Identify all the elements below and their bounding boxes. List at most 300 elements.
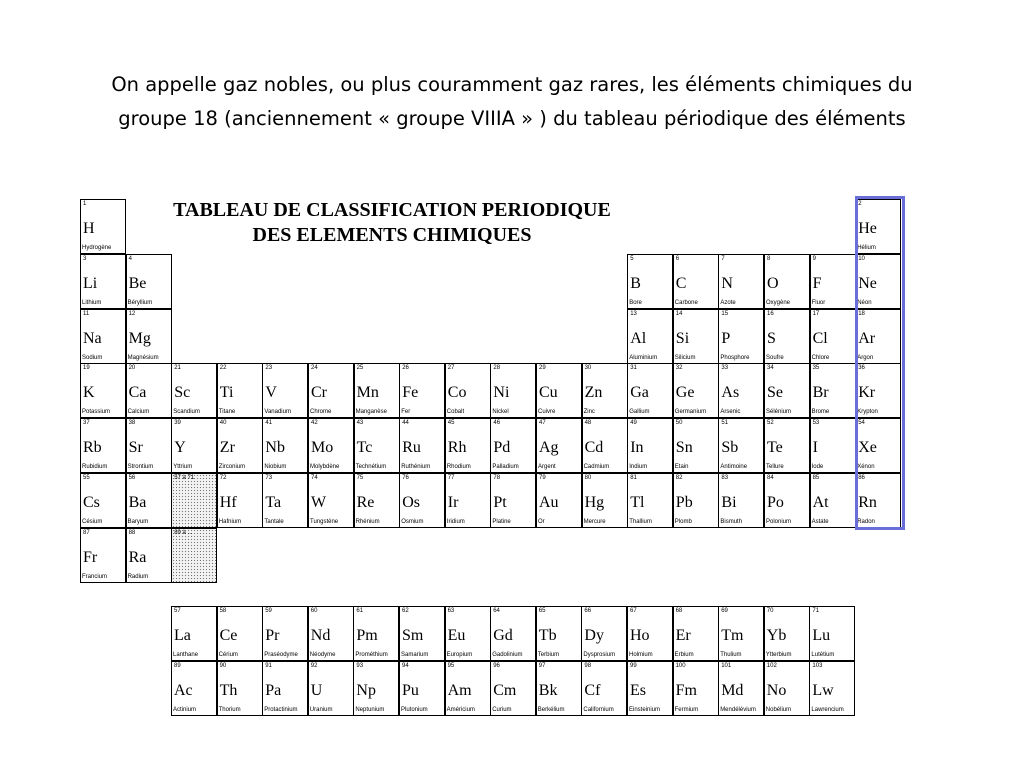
element-name: Yttrium bbox=[173, 464, 193, 471]
element-name: Uranium bbox=[309, 707, 333, 713]
atomic-number: 36 bbox=[858, 365, 865, 372]
element-cell-ar bbox=[855, 309, 901, 364]
element-name: Etain bbox=[674, 464, 689, 471]
element-cell-rb bbox=[80, 418, 126, 473]
atomic-number: 2 bbox=[858, 201, 862, 207]
element-name: Néon bbox=[857, 299, 872, 306]
element-name: Strontium bbox=[127, 464, 154, 471]
element-cell-at bbox=[810, 473, 856, 528]
element-cell-li bbox=[80, 254, 126, 309]
element-cell-ce bbox=[217, 606, 263, 661]
atomic-number: 11 bbox=[83, 310, 90, 317]
element-symbol: Ti bbox=[219, 384, 234, 402]
element-cell-k bbox=[80, 363, 126, 418]
element-cell-os bbox=[399, 473, 445, 528]
element-cell-u bbox=[308, 661, 354, 716]
element-name: Lanthane bbox=[173, 652, 199, 658]
element-cell-ni bbox=[490, 363, 536, 418]
element-name: Ruthénium bbox=[401, 464, 431, 471]
element-symbol: Pd bbox=[493, 439, 511, 457]
element-symbol: Np bbox=[356, 682, 376, 699]
element-symbol: Sr bbox=[128, 439, 143, 457]
atomic-number: 22 bbox=[219, 365, 227, 372]
element-name: Nickel bbox=[492, 409, 509, 416]
element-name: Berkélium bbox=[537, 707, 565, 713]
element-cell-am bbox=[445, 661, 491, 716]
element-cell-cl bbox=[810, 309, 856, 364]
element-name: Lutétium bbox=[811, 652, 835, 658]
element-symbol: Ra bbox=[128, 548, 147, 566]
element-name: Azote bbox=[720, 299, 736, 306]
atomic-number: 79 bbox=[539, 475, 546, 481]
element-symbol: Hf bbox=[219, 494, 237, 511]
element-name: Rubidium bbox=[82, 464, 108, 471]
element-cell-yb bbox=[764, 606, 810, 661]
atomic-number: 39 bbox=[174, 420, 181, 427]
atomic-number: 59 bbox=[265, 608, 272, 614]
element-symbol: Rb bbox=[83, 439, 102, 457]
element-cell-pb bbox=[673, 473, 719, 528]
element-cell-br bbox=[810, 363, 856, 418]
element-name: Hélium bbox=[857, 245, 876, 251]
element-name: Holmium bbox=[629, 652, 653, 658]
element-cell-no bbox=[764, 661, 810, 716]
element-symbol: Ru bbox=[402, 439, 421, 457]
element-name: Oxygène bbox=[766, 299, 791, 306]
element-name: Brome bbox=[811, 409, 830, 416]
element-symbol: Fm bbox=[675, 682, 697, 699]
element-cell-er bbox=[673, 606, 719, 661]
element-symbol: Ne bbox=[858, 274, 877, 292]
element-symbol: At bbox=[812, 494, 829, 511]
element-symbol: Mn bbox=[356, 384, 379, 402]
element-symbol: Tl bbox=[630, 494, 645, 511]
element-name: Chlore bbox=[811, 354, 830, 361]
element-cell-ac bbox=[171, 661, 217, 716]
atomic-number: 92 bbox=[310, 663, 318, 669]
atomic-number: 19 bbox=[83, 365, 90, 372]
atomic-number: 57 à 71 bbox=[174, 475, 195, 481]
atomic-number: 61 bbox=[356, 608, 364, 614]
element-symbol: Cs bbox=[83, 494, 100, 511]
element-cell-po bbox=[764, 473, 810, 528]
element-cell-rn bbox=[855, 473, 901, 528]
element-cell-eu bbox=[445, 606, 491, 661]
atomic-number: 34 bbox=[767, 365, 774, 372]
element-symbol: I bbox=[812, 439, 818, 457]
atomic-number: 44 bbox=[402, 420, 409, 427]
element-symbol: C bbox=[675, 274, 687, 292]
element-cell-la bbox=[171, 606, 217, 661]
element-symbol: Cr bbox=[311, 384, 327, 402]
element-cell-nd bbox=[308, 606, 354, 661]
element-cell-b bbox=[627, 254, 673, 309]
element-cell-sr bbox=[126, 418, 172, 473]
element-symbol: Sn bbox=[675, 439, 693, 457]
atomic-number: 27 bbox=[447, 365, 455, 372]
atomic-number: 98 bbox=[584, 663, 592, 669]
heading-line-2: groupe 18 (anciennement « groupe VIIIA » ) du tableau périodique des éléments bbox=[118, 107, 906, 130]
element-symbol: Pm bbox=[356, 627, 378, 644]
placeholder-cell bbox=[171, 473, 217, 528]
atomic-number: 29 bbox=[539, 365, 546, 372]
atomic-number: 33 bbox=[721, 365, 729, 372]
atomic-number: 94 bbox=[402, 663, 409, 669]
element-symbol: Zn bbox=[584, 384, 603, 402]
element-symbol: N bbox=[721, 274, 733, 292]
element-cell-re bbox=[354, 473, 400, 528]
element-name: Zirconium bbox=[218, 464, 246, 471]
element-symbol: Nd bbox=[310, 627, 331, 644]
element-cell-si bbox=[673, 309, 719, 364]
element-name: Scandium bbox=[173, 409, 200, 416]
element-cell-pd bbox=[490, 418, 536, 473]
atomic-number: 73 bbox=[265, 475, 273, 481]
element-symbol: Kr bbox=[858, 384, 876, 402]
atomic-number: 97 bbox=[538, 663, 546, 669]
element-name: Argon bbox=[857, 354, 874, 361]
atomic-number: 47 bbox=[539, 420, 546, 427]
element-symbol: Bi bbox=[721, 494, 737, 511]
element-cell-lw bbox=[809, 661, 855, 716]
element-cell-tc bbox=[354, 418, 400, 473]
atomic-number: 35 bbox=[812, 365, 820, 372]
atomic-number: 6 bbox=[675, 255, 680, 262]
atomic-number: 12 bbox=[128, 310, 136, 317]
element-name: Germanium bbox=[674, 409, 707, 416]
element-cell-al bbox=[627, 309, 673, 364]
element-symbol: Ga bbox=[630, 384, 649, 402]
element-symbol: Po bbox=[767, 494, 784, 511]
element-symbol: Ag bbox=[539, 439, 559, 457]
element-cell-ra bbox=[126, 528, 172, 583]
element-symbol: Er bbox=[675, 627, 691, 644]
element-cell-ru bbox=[399, 418, 445, 473]
element-name: Curium bbox=[492, 707, 512, 713]
atomic-number: 56 bbox=[128, 475, 136, 481]
element-cell-sc bbox=[171, 363, 217, 418]
element-symbol: Re bbox=[356, 494, 375, 511]
atomic-number: 1 bbox=[83, 201, 87, 207]
element-symbol: Md bbox=[721, 682, 744, 699]
element-cell-mg bbox=[126, 309, 172, 364]
atomic-number: 58 bbox=[219, 608, 227, 614]
element-symbol: Os bbox=[402, 494, 420, 511]
element-symbol: Xe bbox=[858, 439, 877, 457]
element-cell-in bbox=[627, 418, 673, 473]
atomic-number: 83 bbox=[721, 475, 729, 481]
element-cell-pt bbox=[490, 473, 536, 528]
element-name: Tantale bbox=[264, 519, 284, 525]
atomic-number: 101 bbox=[721, 663, 732, 669]
element-name: Arsenic bbox=[720, 409, 741, 416]
element-symbol: Hg bbox=[584, 494, 605, 511]
atomic-number: 31 bbox=[630, 365, 637, 372]
element-name: Magnésium bbox=[127, 354, 159, 361]
element-symbol: Rn bbox=[858, 494, 877, 511]
element-name: Terbium bbox=[537, 652, 560, 658]
atomic-number: 18 bbox=[858, 310, 865, 317]
element-symbol: Au bbox=[539, 494, 559, 511]
element-symbol: Cl bbox=[812, 329, 828, 347]
element-name: Fer bbox=[401, 409, 411, 416]
atomic-number: 14 bbox=[675, 310, 683, 317]
element-cell-th bbox=[217, 661, 263, 716]
element-symbol: Cd bbox=[584, 439, 604, 457]
element-name: Ytterbium bbox=[765, 652, 792, 658]
element-name: Niobium bbox=[264, 464, 287, 471]
element-name: Aluminium bbox=[629, 354, 658, 361]
element-cell-bi bbox=[718, 473, 764, 528]
element-symbol: Tm bbox=[721, 627, 744, 644]
element-symbol: U bbox=[310, 682, 323, 699]
element-cell-ir bbox=[445, 473, 491, 528]
element-cell-nb bbox=[262, 418, 308, 473]
element-cell-ge bbox=[673, 363, 719, 418]
atomic-number: 60 bbox=[310, 608, 318, 614]
atomic-number: 68 bbox=[675, 608, 683, 614]
atomic-number: 103 bbox=[812, 663, 823, 669]
atomic-number: 74 bbox=[311, 475, 318, 481]
element-name: Cobalt bbox=[446, 409, 465, 416]
element-name: Europium bbox=[446, 652, 473, 658]
element-symbol: Mg bbox=[128, 329, 151, 347]
element-name: Prométhium bbox=[355, 652, 388, 658]
atomic-number: 48 bbox=[584, 420, 592, 427]
element-name: Technétium bbox=[355, 464, 387, 471]
element-cell-v bbox=[262, 363, 308, 418]
element-cell-bk bbox=[536, 661, 582, 716]
element-symbol: Ac bbox=[174, 682, 193, 699]
element-name: Bismuth bbox=[720, 519, 743, 525]
atomic-number: 82 bbox=[675, 475, 683, 481]
element-cell-c bbox=[673, 254, 719, 309]
atomic-number: 15 bbox=[721, 310, 729, 317]
element-cell-cu bbox=[536, 363, 582, 418]
element-cell-ne bbox=[855, 254, 901, 309]
element-name: Thorium bbox=[218, 707, 241, 713]
element-cell-pm bbox=[353, 606, 399, 661]
atomic-number: 54 bbox=[858, 420, 865, 427]
element-cell-ho bbox=[627, 606, 673, 661]
atomic-number: 80 bbox=[584, 475, 592, 481]
element-symbol: Rh bbox=[447, 439, 467, 457]
atomic-number: 84 bbox=[767, 475, 774, 481]
element-name: Palladium bbox=[492, 464, 519, 471]
atomic-number: 99 bbox=[630, 663, 637, 669]
element-symbol: Sc bbox=[174, 384, 191, 402]
atomic-number: 30 bbox=[584, 365, 592, 372]
element-symbol: Br bbox=[812, 384, 829, 402]
element-cell-es bbox=[627, 661, 673, 716]
element-cell-gd bbox=[490, 606, 536, 661]
element-symbol: Eu bbox=[447, 627, 466, 644]
element-name: Plutonium bbox=[401, 707, 428, 713]
element-cell-ag bbox=[536, 418, 582, 473]
element-cell-tb bbox=[536, 606, 582, 661]
element-cell-sn bbox=[673, 418, 719, 473]
element-symbol: Lu bbox=[812, 627, 831, 644]
element-name: Polonium bbox=[766, 519, 792, 525]
element-cell-rh bbox=[445, 418, 491, 473]
atomic-number: 5 bbox=[630, 255, 634, 262]
atomic-number: 20 bbox=[128, 365, 136, 372]
element-name: Chrome bbox=[310, 409, 332, 416]
atomic-number: 102 bbox=[766, 663, 777, 669]
element-symbol: Pu bbox=[402, 682, 419, 699]
element-name: Osmium bbox=[401, 519, 424, 525]
element-symbol: Bk bbox=[538, 682, 558, 699]
atomic-number: 17 bbox=[812, 310, 820, 317]
atomic-number: 88 bbox=[128, 529, 136, 536]
element-name: Calcium bbox=[127, 409, 150, 416]
element-name: Molybdène bbox=[310, 464, 340, 471]
element-name: Hydrogène bbox=[82, 245, 112, 251]
element-name: Gallium bbox=[629, 409, 650, 416]
element-name: Platine bbox=[492, 519, 511, 525]
element-symbol: Na bbox=[83, 329, 102, 347]
element-cell-p bbox=[718, 309, 764, 364]
element-cell-pa bbox=[262, 661, 308, 716]
element-cell-dy bbox=[581, 606, 627, 661]
element-symbol: P bbox=[721, 329, 731, 347]
element-symbol: Pr bbox=[265, 627, 280, 644]
element-cell-be bbox=[126, 254, 172, 309]
atomic-number: 45 bbox=[447, 420, 455, 427]
element-symbol: S bbox=[767, 329, 776, 347]
element-symbol: Pb bbox=[675, 494, 693, 511]
element-name: Xénon bbox=[857, 464, 875, 471]
atomic-number: 28 bbox=[493, 365, 501, 372]
element-symbol: Ge bbox=[675, 384, 695, 402]
atomic-number: 24 bbox=[311, 365, 318, 372]
atomic-number: 37 bbox=[83, 420, 90, 427]
atomic-number: 23 bbox=[265, 365, 273, 372]
element-cell-zr bbox=[217, 418, 263, 473]
element-cell-fr bbox=[80, 528, 126, 583]
element-symbol: Mo bbox=[311, 439, 334, 457]
element-name: Potassium bbox=[82, 409, 111, 416]
element-symbol: Es bbox=[630, 682, 646, 699]
element-symbol: Ba bbox=[128, 494, 147, 511]
atomic-number: 49 bbox=[630, 420, 637, 427]
atomic-number: 67 bbox=[630, 608, 637, 614]
element-cell-ti bbox=[217, 363, 263, 418]
element-name: Samarium bbox=[401, 652, 429, 658]
atomic-number: 9 bbox=[812, 255, 816, 262]
element-symbol: Y bbox=[174, 439, 186, 457]
placeholder-cell bbox=[171, 528, 217, 583]
element-symbol: Li bbox=[83, 274, 98, 292]
element-name: Silicium bbox=[674, 354, 696, 361]
atomic-number: 81 bbox=[630, 475, 637, 481]
element-symbol: No bbox=[766, 682, 787, 699]
element-name: Indium bbox=[629, 464, 648, 471]
element-symbol: Fr bbox=[83, 548, 98, 566]
atomic-number: 93 bbox=[356, 663, 364, 669]
element-cell-md bbox=[718, 661, 764, 716]
element-name: Fermium bbox=[674, 707, 699, 713]
atomic-number: 66 bbox=[584, 608, 592, 614]
atomic-number: 8 bbox=[767, 255, 771, 262]
element-symbol: Ta bbox=[265, 494, 282, 511]
table-title-line-1: TABLEAU DE CLASSIFICATION PERIODIQUE bbox=[173, 199, 611, 221]
element-name: Fluor bbox=[811, 299, 826, 306]
element-cell-ca bbox=[126, 363, 172, 418]
element-name: Dysprosium bbox=[583, 652, 616, 658]
element-cell-hf bbox=[217, 473, 263, 528]
element-symbol: Cf bbox=[584, 682, 601, 699]
element-name: Sodium bbox=[82, 354, 103, 361]
element-cell-ta bbox=[262, 473, 308, 528]
element-name: Lithium bbox=[82, 299, 102, 306]
atomic-number: 42 bbox=[311, 420, 318, 427]
element-cell-y bbox=[171, 418, 217, 473]
element-name: Iode bbox=[811, 464, 824, 471]
atomic-number: 70 bbox=[766, 608, 774, 614]
element-cell-ga bbox=[627, 363, 673, 418]
atomic-number: 71 bbox=[812, 608, 820, 614]
element-cell-fe bbox=[399, 363, 445, 418]
element-cell-h bbox=[80, 199, 126, 254]
atomic-number: 85 bbox=[812, 475, 820, 481]
element-name: Antimoine bbox=[720, 464, 748, 471]
element-name: Hafnium bbox=[218, 519, 242, 525]
element-cell-s bbox=[764, 309, 810, 364]
atomic-number: 90 bbox=[219, 663, 227, 669]
element-cell-na bbox=[80, 309, 126, 364]
element-cell-o bbox=[764, 254, 810, 309]
element-cell-cr bbox=[308, 363, 354, 418]
element-symbol: Ca bbox=[128, 384, 147, 402]
element-cell-ba bbox=[126, 473, 172, 528]
element-cell-sb bbox=[718, 418, 764, 473]
atomic-number: 64 bbox=[493, 608, 500, 614]
slide-heading bbox=[20, 68, 1004, 136]
atomic-number: 46 bbox=[493, 420, 501, 427]
atomic-number: 32 bbox=[675, 365, 683, 372]
atomic-number: 63 bbox=[447, 608, 455, 614]
atomic-number: 89 à ... bbox=[174, 529, 193, 536]
table-title-line-2: DES ELEMENTS CHIMIQUES bbox=[252, 224, 532, 246]
element-name: Béryllium bbox=[127, 299, 153, 306]
element-symbol: W bbox=[311, 494, 327, 511]
element-cell-as bbox=[718, 363, 764, 418]
element-name: Vanadium bbox=[264, 409, 291, 416]
element-cell-zn bbox=[582, 363, 628, 418]
element-symbol: La bbox=[174, 627, 191, 644]
element-cell-cf bbox=[581, 661, 627, 716]
element-cell-co bbox=[445, 363, 491, 418]
element-symbol: Gd bbox=[493, 627, 513, 644]
element-name: Lawrencium bbox=[811, 707, 844, 713]
element-symbol: Sb bbox=[721, 439, 739, 457]
element-name: Thulium bbox=[720, 652, 742, 658]
element-name: Mendélévium bbox=[720, 707, 756, 713]
element-name: Astate bbox=[811, 519, 829, 525]
element-symbol: Zr bbox=[219, 439, 235, 457]
element-cell-mn bbox=[354, 363, 400, 418]
element-symbol: Cm bbox=[493, 682, 517, 699]
element-cell-w bbox=[308, 473, 354, 528]
element-symbol: Nb bbox=[265, 439, 285, 457]
element-cell-n bbox=[718, 254, 764, 309]
element-cell-sm bbox=[399, 606, 445, 661]
element-symbol: Ho bbox=[630, 627, 650, 644]
element-name: Argent bbox=[538, 464, 556, 471]
element-cell-pr bbox=[262, 606, 308, 661]
element-symbol: Co bbox=[447, 384, 467, 402]
